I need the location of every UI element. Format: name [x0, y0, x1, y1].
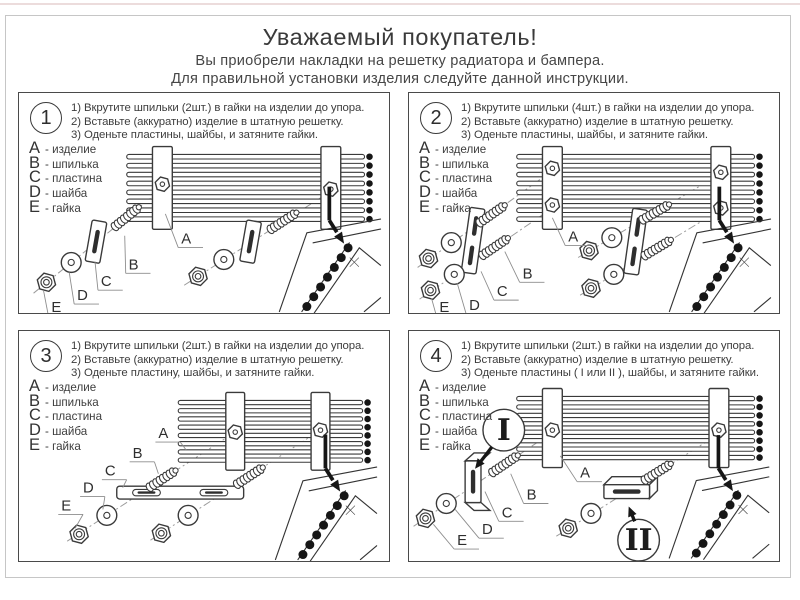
variant-label: I: [496, 413, 511, 449]
car-corner-illustration: [279, 187, 380, 313]
overlay-dot: [712, 520, 721, 529]
hex-nut: [70, 525, 88, 543]
hex-nut: [37, 273, 55, 291]
hex-nut: [421, 281, 439, 299]
legend-letter: C: [419, 168, 431, 187]
washer: [436, 494, 456, 514]
legend-letter: E: [29, 435, 41, 454]
legend-letter: D: [29, 183, 41, 202]
washer: [604, 264, 624, 284]
part-label-letter: E: [457, 533, 468, 550]
panel-number-text: 2: [430, 106, 442, 129]
parts-legend: [419, 139, 493, 216]
pointer-arrow-icon: [334, 232, 344, 244]
instruction-step: 2) Вставьте (аккуратно) изделие в штатную решетку.: [461, 115, 734, 128]
overlay-dot: [734, 243, 743, 252]
overlay-dot: [305, 540, 314, 549]
part-label-C: [102, 464, 127, 488]
slat-end-dot: [756, 189, 763, 196]
hex-nut: [580, 241, 598, 259]
legend-letter: B: [29, 391, 41, 410]
slat-end-dot: [364, 416, 371, 423]
legend-item: [419, 139, 492, 157]
panel-number-text: 3: [40, 344, 52, 367]
slat-end-dot: [756, 162, 763, 169]
subtitle-line-1: Вы приобрели накладки на решетку радиатора и бампера.: [195, 53, 605, 69]
legend-letter: A: [419, 377, 431, 395]
grille-product: [517, 389, 763, 468]
part-label-letter: C: [501, 505, 513, 522]
legend-letter: D: [419, 421, 431, 440]
pointer-arrow-icon: [723, 479, 733, 491]
legend-letter: D: [419, 183, 431, 202]
overlay-dot: [732, 491, 741, 500]
overlay-dot: [326, 511, 335, 520]
panel-3: [18, 330, 390, 562]
legend-part-name: - шпилька: [45, 396, 99, 409]
legend-letter: E: [419, 197, 431, 216]
instruction-step: 1) Вкрутите шпильки (2шт.) в гайки на изделии до упора.: [71, 340, 365, 352]
part-label-letter: E: [61, 498, 72, 515]
hex-nut: [582, 279, 600, 297]
legend-part-name: - гайка: [45, 440, 81, 453]
instruction-step: 3) Оденьте пластины ( I или II ), шайбы, и затяните гайки.: [461, 367, 759, 380]
overlay-dot: [312, 530, 321, 539]
overlay-dot: [298, 550, 307, 559]
instruction-step: 1) Вкрутите шпильки (2шт.) в гайки на изделии до упора.: [71, 102, 365, 114]
overlay-dot: [692, 549, 701, 558]
slat-end-dot: [366, 198, 373, 205]
stud-spring: [487, 450, 522, 478]
long-plate: [117, 486, 244, 499]
legend-part-name: - пластина: [45, 172, 102, 185]
part-label-letter: A: [568, 229, 579, 246]
legend-part-name: - шайба: [45, 425, 87, 438]
instruction-step: 3) Оденьте пластины, шайбы, и затяните гайки.: [71, 129, 318, 142]
slat-end-dot: [366, 153, 373, 160]
slat-end-dot: [366, 189, 373, 196]
part-label-letter: B: [132, 445, 143, 462]
legend-item: [29, 139, 102, 157]
slat-end-dot: [364, 449, 371, 456]
slat-end-dot: [756, 421, 763, 428]
legend-letter: B: [419, 153, 431, 172]
hex-nut: [152, 524, 170, 542]
instruction-step: 3) Оденьте пластины, шайбы, и затяните гайки.: [461, 129, 708, 142]
instruction-step: 2) Вставьте (аккуратно) изделие в штатную решетку.: [71, 115, 344, 128]
slat-end-dot: [756, 395, 763, 402]
grille-product: [127, 147, 373, 230]
hex-nut: [545, 161, 559, 175]
car-corner-illustration: [669, 435, 769, 559]
legend-part-name: - пластина: [435, 172, 492, 185]
legend-item: [29, 377, 102, 395]
overlay-dot: [699, 292, 708, 301]
page-header: [0, 24, 800, 87]
overlay-dot: [330, 263, 339, 272]
part-label-letter: D: [481, 522, 493, 539]
part-label-letter: E: [439, 300, 450, 313]
parts-legend: [419, 377, 493, 454]
part-label-letter: B: [128, 257, 139, 274]
hex-nut: [155, 177, 169, 191]
part-label-letter: D: [469, 298, 480, 313]
hex-nut: [189, 267, 207, 285]
pointer-arrow-icon: [330, 480, 340, 492]
slat-end-dot: [756, 198, 763, 205]
overlay-dot: [705, 529, 714, 538]
panel-2: [408, 92, 780, 314]
legend-part-name: - шпилька: [45, 158, 99, 171]
page-title: Уважаемый покупатель!: [262, 24, 538, 50]
panel-number: [30, 102, 62, 134]
slat-end-dot: [366, 162, 373, 169]
legend-part-name: - пластина: [45, 410, 102, 423]
part-label-B: [511, 474, 549, 504]
slat-end-dot: [756, 171, 763, 178]
panel-number-text: 1: [40, 106, 52, 129]
legend-part-name: - изделие: [45, 381, 96, 394]
overlay-dot: [713, 273, 722, 282]
variant-label: II: [624, 523, 653, 559]
overlay-dot: [319, 521, 328, 530]
legend-part-name: - шайба: [435, 425, 477, 438]
washer: [214, 250, 234, 270]
legend-part-name: - изделие: [45, 143, 96, 156]
instruction-step: 3) Оденьте пластину, шайбы, и затяните гайки.: [71, 367, 315, 380]
slat-end-dot: [756, 153, 763, 160]
slat-end-dot: [364, 457, 371, 464]
slat-end-dot: [756, 437, 763, 444]
overlay-dot: [302, 302, 311, 311]
hex-nut: [419, 249, 437, 267]
clamp-plate: [240, 220, 262, 264]
slat-end-dot: [364, 432, 371, 439]
part-label-letter: A: [580, 465, 591, 482]
legend-part-name: - пластина: [435, 410, 492, 423]
part-label-letter: A: [181, 231, 192, 248]
part-label-B: [125, 236, 151, 274]
overlay-dot: [333, 501, 342, 510]
legend-part-name: - гайка: [435, 202, 471, 215]
legend-letter: C: [29, 406, 41, 425]
stud-spring: [640, 235, 676, 262]
washer: [444, 264, 464, 284]
instruction-steps: [71, 340, 364, 381]
legend-letter: B: [419, 391, 431, 410]
part-label-E: [43, 290, 73, 313]
subtitle-line-2: Для правильной установки изделия следуйте данной инструкции.: [171, 71, 629, 87]
legend-part-name: - изделие: [435, 381, 486, 394]
slat-end-dot: [756, 429, 763, 436]
slat-end-dot: [756, 207, 763, 214]
part-label-letter: D: [77, 288, 88, 305]
instruction-step: 1) Вкрутите шпильки (2шт.) в гайки на изделии до упора.: [461, 340, 755, 352]
overlay-dot: [337, 253, 346, 262]
slat-end-dot: [756, 446, 763, 453]
washer: [581, 504, 601, 524]
slat-end-dot: [756, 404, 763, 411]
washer: [178, 505, 198, 525]
legend-letter: C: [29, 168, 41, 187]
legend-part-name: - шайба: [45, 187, 87, 200]
panel-number-text: 4: [430, 344, 442, 367]
legend-part-name: - гайка: [45, 202, 81, 215]
panel-1: [18, 92, 390, 314]
part-label-D: [80, 481, 105, 510]
clamp-plate: [85, 220, 107, 264]
slat-end-dot: [364, 399, 371, 406]
slat-end-dot: [756, 454, 763, 461]
car-corner-illustration: [669, 187, 770, 313]
part-label-letter: C: [104, 463, 116, 480]
overlay-dot: [323, 273, 332, 282]
slat-end-dot: [364, 440, 371, 447]
overlay-dot: [719, 510, 728, 519]
panel-number: [30, 340, 62, 372]
part-label-letter: B: [522, 266, 533, 283]
washer: [602, 228, 622, 248]
overlay-dot: [340, 491, 349, 500]
hex-nut: [559, 519, 577, 537]
legend-letter: B: [29, 153, 41, 172]
clamp-bar: [542, 147, 562, 230]
legend-letter: D: [29, 421, 41, 440]
legend-part-name: - шпилька: [435, 396, 489, 409]
part-label-letter: E: [51, 300, 62, 313]
instruction-step: 1) Вкрутите шпильки (4шт.) в гайки на изделии до упора.: [461, 102, 755, 114]
legend-part-name: - гайка: [435, 440, 471, 453]
instruction-steps: [461, 102, 754, 143]
part-label-letter: B: [526, 487, 537, 504]
overlay-dot: [706, 282, 715, 291]
overlay-dot: [692, 302, 701, 311]
legend-item: [419, 377, 492, 395]
hex-nut: [228, 425, 242, 439]
panel-number: [420, 102, 452, 134]
scan-tint-line: [0, 3, 800, 5]
overlay-dot: [309, 292, 318, 301]
instruction-step: 2) Вставьте (аккуратно) изделие в штатную решетку.: [71, 353, 344, 366]
legend-part-name: - шайба: [435, 187, 477, 200]
legend-letter: A: [29, 377, 41, 395]
parts-legend: [29, 139, 103, 216]
panel-number: [420, 340, 452, 372]
slat-end-dot: [364, 407, 371, 414]
slat-end-dot: [364, 424, 371, 431]
instruction-steps: [461, 340, 759, 381]
part-label-letter: D: [83, 480, 94, 497]
legend-part-name: - изделие: [435, 143, 486, 156]
legend-letter: A: [29, 139, 41, 157]
washer: [441, 233, 461, 253]
hex-nut: [714, 165, 728, 179]
slat-end-dot: [366, 171, 373, 178]
part-label-D: [69, 272, 99, 304]
part-label-letter: C: [100, 274, 112, 291]
part-label-D: [457, 283, 491, 313]
washer: [97, 505, 117, 525]
part-label-E: [58, 498, 83, 528]
hex-nut: [545, 198, 559, 212]
overlay-dot: [316, 282, 325, 291]
part-label-C: [481, 271, 519, 300]
overlay-dot: [344, 243, 353, 252]
panel-4: [408, 330, 780, 562]
variant-badge: [618, 506, 660, 561]
legend-part-name: - шпилька: [435, 158, 489, 171]
slat-end-dot: [756, 180, 763, 187]
overlay-dot: [699, 539, 708, 548]
legend-letter: E: [29, 197, 41, 216]
pointer-arrow-icon: [724, 232, 734, 244]
washer: [61, 253, 81, 273]
part-label-letter: C: [496, 284, 508, 301]
overlay-dot: [727, 253, 736, 262]
grille-product: [178, 392, 371, 470]
instruction-steps: [71, 102, 364, 143]
slat-end-dot: [756, 412, 763, 419]
part-label-C: [95, 261, 123, 290]
parts-legend: [29, 377, 103, 454]
overlay-dot: [726, 501, 735, 510]
hex-nut: [416, 509, 434, 527]
part-label-B: [130, 446, 159, 474]
part-label-E: [433, 524, 479, 549]
part-label-E: [431, 298, 461, 313]
overlay-dot: [720, 263, 729, 272]
hex-nut: [545, 423, 559, 437]
legend-letter: C: [419, 406, 431, 425]
slat-end-dot: [366, 180, 373, 187]
part-label-B: [505, 252, 545, 283]
part-label-letter: A: [158, 426, 169, 443]
legend-letter: E: [419, 435, 431, 454]
instruction-step: 2) Вставьте (аккуратно) изделие в штатную решетку.: [461, 353, 734, 366]
slat-end-dot: [366, 207, 373, 214]
part-label-C: [485, 492, 524, 522]
legend-letter: A: [419, 139, 431, 157]
